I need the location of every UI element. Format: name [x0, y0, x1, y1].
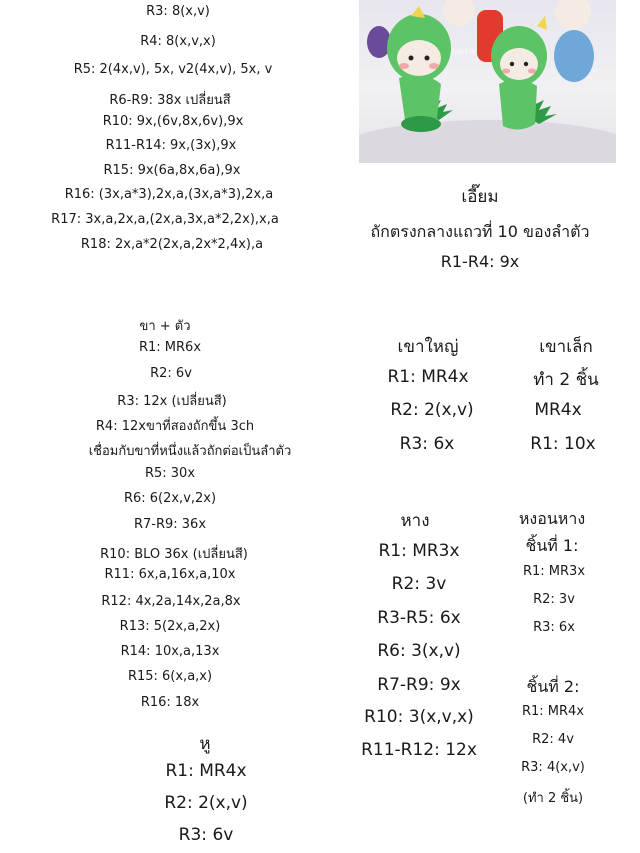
body-row: R15: 9x(6a,8x,6a),9x [103, 163, 241, 178]
body-row: R5: 2(4x,v), 5x, v2(4x,v), 5x, v [73, 62, 273, 77]
body-row: R10: 9x,(6v,8x,6v),9x [102, 114, 244, 129]
photo-watermark: 奈雨手作 [451, 49, 476, 56]
body-row: R6-R9: 38x เปลี่ยนสี [109, 93, 231, 108]
big-horn-title: เขาใหญ่ [397, 337, 459, 357]
legs-body-row: R10: BLO 36x (เปลี่ยนสี) [100, 547, 248, 562]
tail-row: R3-R5: 6x [377, 608, 461, 628]
ear-row: R2: 2(x,v) [164, 793, 248, 813]
legs-body-row: R3: 12x (เปลี่ยนสี) [117, 394, 227, 409]
tail-spikes-piece1-title: ชิ้นที่ 1: [525, 536, 579, 555]
tail-row: R1: MR3x [378, 541, 460, 561]
legs-body-row: R14: 10x,a,13x [120, 644, 220, 659]
tail-spikes-piece2-row: R1: MR4x [521, 704, 585, 719]
small-horn-row: MR4x [534, 400, 582, 420]
tail-spikes-piece1-row: R1: MR3x [522, 564, 586, 579]
legs-body-row: R11: 6x,a,16x,a,10x [104, 567, 236, 582]
legs-body-row: R6: 6(2x,v,2x) [123, 491, 217, 506]
legs-body-row: R16: 18x [140, 695, 200, 710]
small-horn-title: เขาเล็ก [539, 337, 593, 357]
small-horn-subtitle: ทำ 2 ชิ้น [533, 370, 599, 390]
tail-row: R2: 3v [391, 574, 447, 594]
body-row: R18: 2x,a*2(2x,a,2x*2,4x),a [80, 237, 264, 252]
big-horn-row: R2: 2(x,v) [390, 400, 474, 420]
tail-row: R6: 3(x,v) [377, 641, 461, 661]
bib-title: เอี๊ยม [461, 187, 499, 207]
legs-body-row: R7-R9: 36x [133, 517, 207, 532]
tail-spikes-title: หงอนหาง [518, 509, 586, 528]
tail-row: R11-R12: 12x [361, 740, 477, 760]
tail-spikes-piece2-title: ชิ้นที่ 2: [526, 677, 580, 696]
ear-title: หู [199, 734, 211, 754]
tail-spikes-piece1-row: R3: 6x [533, 620, 575, 635]
bib-note: ถักตรงกลางแถวที่ 10 ของลำตัว [370, 222, 590, 241]
legs-body-row: R4: 12xขาที่สองถักขึ้น 3ch [95, 419, 255, 434]
ear-row: R3: 6v [178, 825, 234, 845]
product-photo [359, 0, 616, 163]
tail-spikes-piece2-row: R2: 4v [532, 732, 574, 747]
body-row: R3: 8(x,v) [146, 4, 210, 19]
legs-body-title: ขา + ตัว [139, 319, 191, 334]
legs-body-row: R13: 5(2x,a,2x) [119, 619, 221, 634]
body-row: R16: (3x,a*3),2x,a,(3x,a*3),2x,a [64, 187, 274, 202]
legs-body-row: R15: 6(x,a,x) [127, 669, 213, 684]
dinosaur-dolls-image [359, 0, 616, 163]
legs-body-row: เชื่อมกับขาที่หนึ่งแล้วถักต่อเป็นลำตัว [88, 444, 292, 459]
tail-spikes-piece1-row: R2: 3v [533, 592, 575, 607]
legs-body-row: R1: MR6x [138, 340, 202, 355]
body-row: R17: 3x,a,2x,a,(2x,a,3x,a*2,2x),x,a [51, 212, 279, 227]
tail-title: หาง [400, 511, 430, 531]
tail-spikes-piece2-row: R3: 4(x,v) [521, 760, 585, 775]
body-row: R11-R14: 9x,(3x),9x [105, 138, 237, 153]
legs-body-row: R5: 30x [144, 466, 196, 481]
legs-body-row: R12: 4x,2a,14x,2a,8x [101, 594, 241, 609]
tail-row: R7-R9: 9x [377, 675, 461, 695]
big-horn-row: R3: 6x [399, 434, 455, 454]
ear-row: R1: MR4x [165, 761, 247, 781]
legs-body-row: R2: 6v [150, 366, 192, 381]
body-row: R4: 8(x,v,x) [140, 34, 216, 49]
bib-row: R1-R4: 9x [440, 252, 520, 271]
big-horn-row: R1: MR4x [387, 367, 469, 387]
tail-spikes-piece2-row: (ทำ 2 ชิ้น) [522, 791, 584, 806]
tail-row: R10: 3(x,v,x) [364, 707, 474, 727]
small-horn-row: R1: 10x [530, 434, 596, 454]
